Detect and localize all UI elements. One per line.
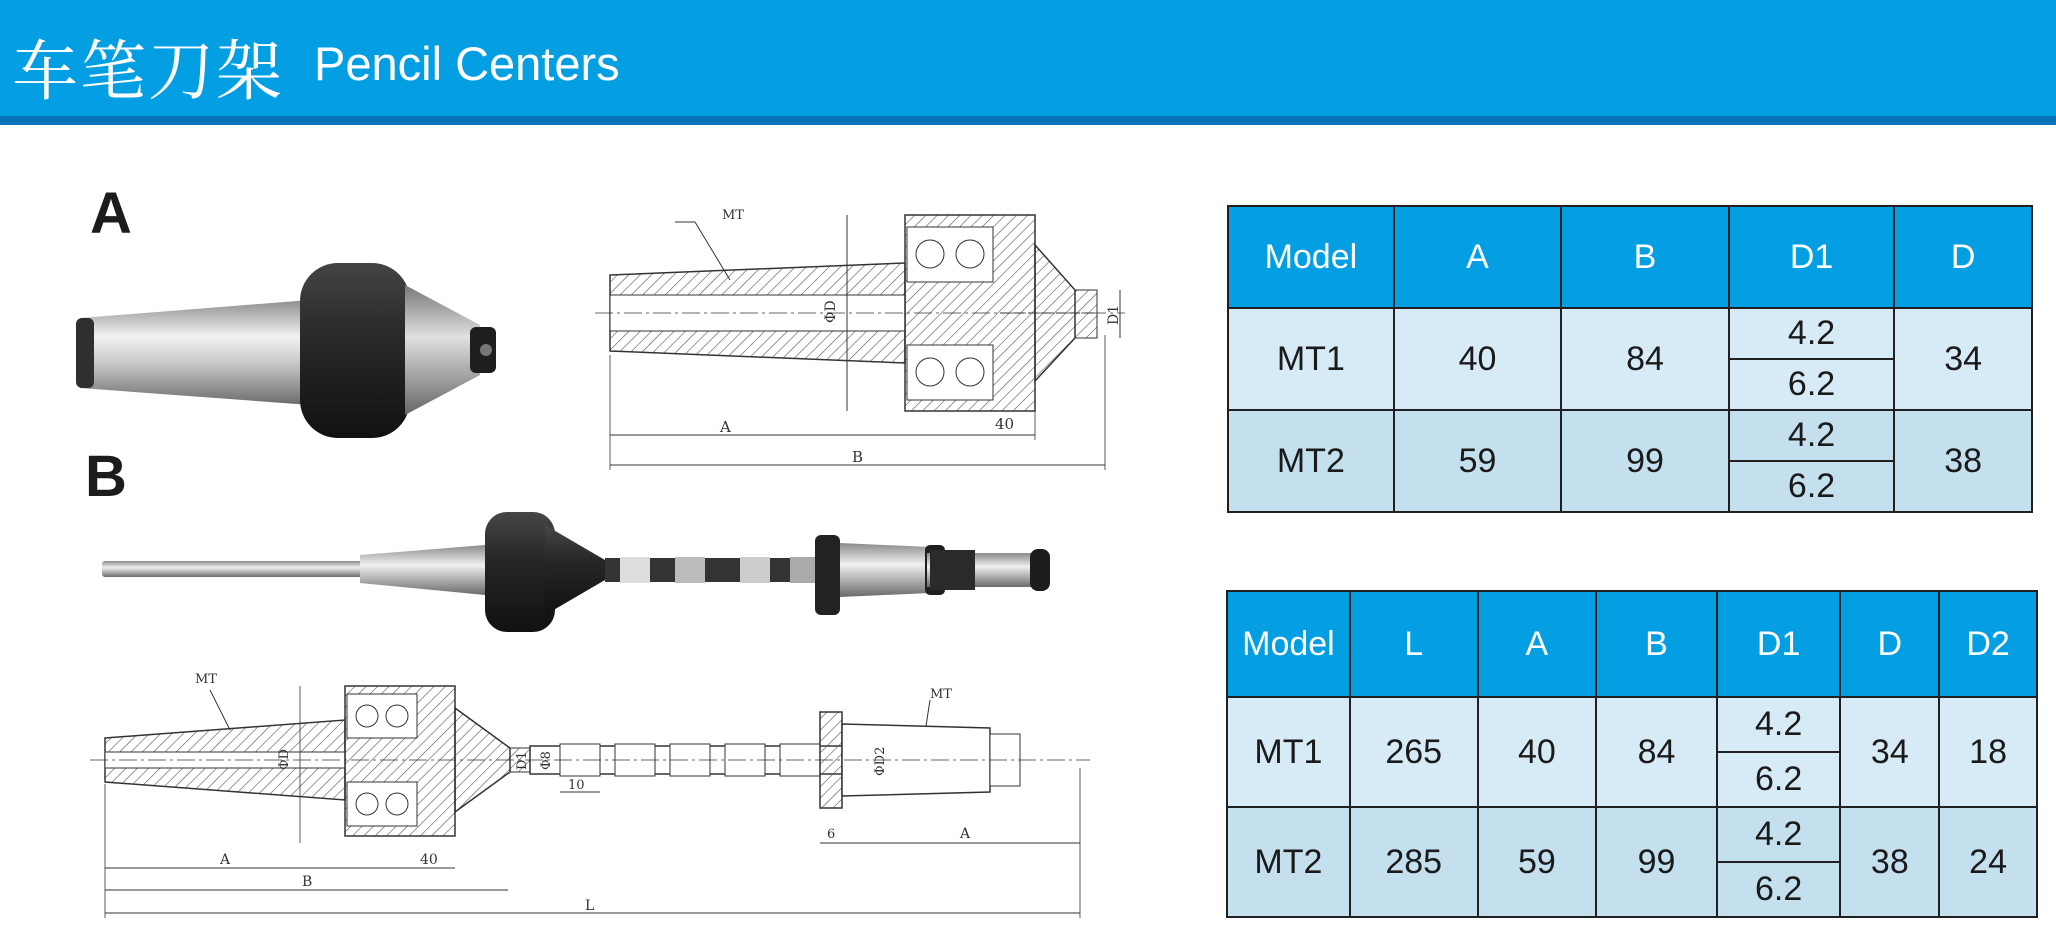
dim-label-a: A — [720, 418, 731, 436]
header-d1: D1 — [1729, 206, 1895, 308]
header-d1: D1 — [1717, 591, 1841, 697]
table-row — [1228, 410, 2032, 512]
dim-label-a-left: A — [220, 852, 231, 868]
dim-label-d1: D1 — [1106, 304, 1122, 325]
header-d2: D2 — [1939, 591, 2037, 697]
cell-b: 84 — [1561, 308, 1729, 410]
cell-d1-upper: 4.2 — [1787, 314, 1836, 352]
dim-label-6: 6 — [827, 827, 836, 842]
cell-d: 38 — [1894, 410, 2032, 512]
dim-label-phi-d2: ΦD2 — [873, 746, 888, 776]
cell-model: MT1 — [1228, 308, 1394, 410]
dim-label-phi-d: ΦD — [277, 748, 292, 770]
header-stripe — [0, 116, 2056, 125]
dim-label-mt-left: MT — [195, 672, 217, 687]
cell-d1 — [1729, 410, 1895, 512]
cell-b: 99 — [1561, 410, 1729, 512]
title-chinese: 车笔刀架 — [12, 33, 284, 110]
header-model: Model — [1227, 591, 1350, 697]
title-english: Pencil Centers — [314, 37, 620, 90]
dim-label-10: 10 — [568, 778, 585, 793]
cell-a: 59 — [1478, 807, 1597, 917]
header-d: D — [1840, 591, 1939, 697]
header-banner — [0, 0, 2056, 116]
technical-drawing-b — [90, 668, 1100, 923]
cell-a: 59 — [1394, 410, 1562, 512]
cell-model: MT2 — [1227, 807, 1350, 917]
cell-b: 99 — [1596, 807, 1717, 917]
cell-d2: 24 — [1939, 807, 2037, 917]
dim-label-b: B — [852, 448, 864, 466]
cell-d1-lower: 6.2 — [1718, 751, 1840, 806]
dim-label-mt: MT — [722, 208, 744, 223]
cell-d1-lower: 6.2 — [1730, 460, 1894, 511]
header-d: D — [1894, 206, 2032, 308]
dim-label-d1: D1 — [515, 751, 530, 770]
product-photo-a — [70, 255, 510, 445]
dim-label-phi-d: ΦD — [823, 300, 839, 323]
cell-d1-lower: 6.2 — [1718, 861, 1840, 916]
cell-b: 84 — [1596, 697, 1717, 807]
cell-a: 40 — [1478, 697, 1597, 807]
dim-label-b: B — [302, 874, 313, 890]
cell-d: 38 — [1840, 807, 1939, 917]
product-photo-b — [100, 505, 1060, 635]
cell-d: 34 — [1894, 308, 2032, 410]
cell-d1 — [1717, 697, 1841, 807]
cell-d1 — [1717, 807, 1841, 917]
cell-model: MT1 — [1227, 697, 1350, 807]
cell-a: 40 — [1394, 308, 1562, 410]
table-row — [1227, 807, 2037, 917]
header-b: B — [1596, 591, 1717, 697]
dim-label-phi8: Φ8 — [539, 751, 554, 770]
header-model: Model — [1228, 206, 1394, 308]
spec-table-b — [1226, 590, 2038, 918]
table-row — [1227, 697, 2037, 807]
dim-label-l: L — [585, 898, 595, 914]
header-a: A — [1478, 591, 1597, 697]
header-b: B — [1561, 206, 1729, 308]
cell-model: MT2 — [1228, 410, 1394, 512]
cell-d1-lower: 6.2 — [1730, 358, 1894, 409]
cell-d1 — [1729, 308, 1895, 410]
cell-d1-upper: 4.2 — [1755, 815, 1803, 853]
dim-label-40: 40 — [995, 415, 1015, 433]
section-a-label: A — [90, 181, 132, 246]
spec-table-a — [1227, 205, 2033, 513]
cell-d2: 18 — [1939, 697, 2037, 807]
cell-l: 285 — [1350, 807, 1478, 917]
header-l: L — [1350, 591, 1478, 697]
cell-l: 265 — [1350, 697, 1478, 807]
header-a: A — [1394, 206, 1562, 308]
cell-d1-upper: 4.2 — [1787, 416, 1836, 454]
dim-label-a-right: A — [960, 826, 971, 842]
dim-label-40: 40 — [420, 852, 438, 868]
cell-d1-upper: 4.2 — [1755, 705, 1803, 743]
table-row — [1228, 308, 2032, 410]
dim-label-mt-right: MT — [930, 687, 952, 702]
cell-d: 34 — [1840, 697, 1939, 807]
technical-drawing-a — [595, 195, 1135, 485]
section-b-label: B — [85, 444, 127, 509]
